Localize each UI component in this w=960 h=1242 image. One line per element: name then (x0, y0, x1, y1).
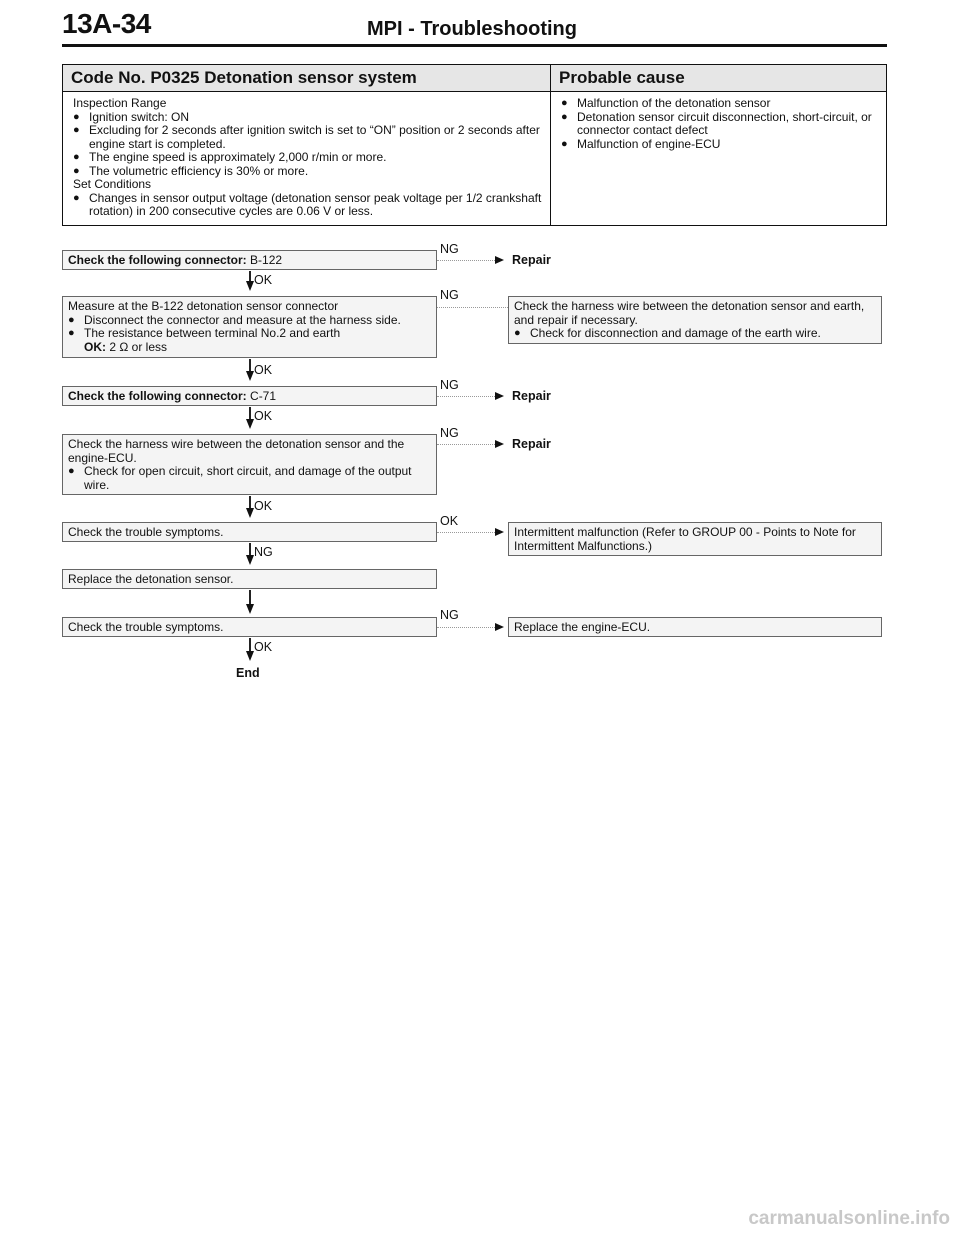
flow-line (249, 359, 251, 371)
step-intermittent-malfunction (508, 522, 882, 556)
causes-cell (551, 92, 887, 226)
list-item: ● Ignition switch: ON (73, 111, 542, 125)
arrow-down (246, 371, 254, 381)
page-number: 13A-34 (62, 8, 151, 39)
repair-label: Repair (512, 253, 551, 267)
code-header: Code No. P0325 Detonation sensor system (63, 65, 551, 92)
list-item: ● Changes in sensor output voltage (detonation sensor peak voltage per 1/2 crankshaft rotation) in 200 consecutive cycles are 0.06 V or less. (73, 192, 542, 219)
list-item: ● Excluding for 2 seconds after ignition switch is set to “ON” position or 2 seconds after engine start is completed. (73, 124, 542, 151)
repair-label: Repair (512, 389, 551, 403)
list-item: ● The volumetric efficiency is 30% or more. (73, 165, 542, 179)
ok-label: OK (254, 273, 273, 287)
flow-line (249, 271, 251, 281)
inspection-range-label: Inspection Range (73, 96, 167, 110)
arrow-down (246, 419, 254, 429)
connector-line (437, 260, 495, 261)
set-conditions-list (73, 192, 542, 219)
list-item: ● Check for disconnection and damage of the earth wire. (514, 327, 876, 341)
ok-criterion-value: 2 Ω or less (106, 339, 167, 354)
step-check-harness-ecu (62, 434, 437, 495)
arrow-right (495, 256, 504, 264)
end-label: End (236, 666, 260, 680)
ok-label: OK (254, 363, 273, 377)
step-text: Measure at the B-122 detonation sensor connector (68, 299, 339, 313)
step-check-earth-wire (508, 296, 882, 344)
connector-line (437, 396, 495, 397)
list-item: ● Check for open circuit, short circuit, and damage of the output wire. (68, 465, 431, 492)
step-text: Intermittent malfunction (Refer to GROUP 00 - Points to Note for Intermittent Malfunctions.) (514, 525, 856, 553)
conditions-cell (63, 92, 551, 226)
causes-list (561, 97, 878, 151)
arrow-right (495, 623, 504, 631)
step-replace-ecu (508, 617, 882, 637)
ok-criterion-label: OK: (84, 339, 106, 354)
list-item: ● Disconnect the connector and measure at the harness side. (68, 314, 431, 328)
probable-cause-header: Probable cause (551, 65, 887, 92)
ok-label: OK (254, 640, 273, 654)
arrow-right (495, 440, 504, 448)
ok-label: OK (254, 499, 273, 513)
step-text: Check the trouble symptoms. (68, 620, 224, 634)
ng-label: NG (440, 378, 459, 392)
step-text: C-71 (246, 389, 277, 403)
flow-line (249, 543, 251, 555)
arrow-right (495, 392, 504, 400)
connector-line (437, 627, 495, 628)
flow-line (249, 638, 251, 651)
step-text: Check the harness wire between the detonation sensor and the engine-ECU. (68, 437, 405, 465)
step-label: Check the following connector: (68, 253, 247, 267)
ng-label: NG (440, 288, 459, 302)
list-item: ● Malfunction of the detonation sensor (561, 97, 878, 111)
ng-label: NG (440, 426, 459, 440)
connector-line (437, 307, 508, 308)
step-text: Check the harness wire between the detonation sensor and earth, and repair if necessary. (514, 299, 865, 327)
arrow-down (246, 604, 254, 614)
list-item: ● Detonation sensor circuit disconnection, short-circuit, or connector contact defect (561, 111, 878, 138)
list-item: ● The resistance between terminal No.2 and earth (68, 327, 431, 341)
ok-label: OK (254, 409, 273, 423)
step-check-connector-c71 (62, 386, 437, 406)
step-replace-sensor (62, 569, 437, 589)
set-conditions-label: Set Conditions (73, 177, 152, 191)
inspection-list (73, 111, 542, 179)
flow-line (249, 407, 251, 419)
code-table (62, 64, 887, 226)
step-measure-resistance (62, 296, 437, 358)
page-title: MPI - Troubleshooting (367, 18, 577, 40)
step-text: B-122 (246, 253, 283, 267)
step-bullets (514, 327, 876, 341)
step-label: Check the following connector: (68, 389, 247, 403)
arrow-down (246, 281, 254, 291)
step-check-trouble-symptoms-2 (62, 617, 437, 637)
flow-line (249, 496, 251, 508)
step-text: Replace the detonation sensor. (68, 572, 234, 586)
connector-line (437, 532, 495, 533)
watermark: carmanualsonline.info (748, 1208, 950, 1229)
ok-label: OK (440, 514, 459, 528)
arrow-right (495, 528, 504, 536)
step-bullets (68, 465, 431, 492)
arrow-down (246, 651, 254, 661)
repair-label: Repair (512, 437, 551, 451)
step-text: Replace the engine-ECU. (514, 620, 651, 634)
ng-label: NG (440, 608, 459, 622)
arrow-down (246, 508, 254, 518)
flow-line (249, 590, 251, 604)
list-item: ● The engine speed is approximately 2,000 r/min or more. (73, 151, 542, 165)
ng-label: NG (440, 242, 459, 256)
arrow-down (246, 555, 254, 565)
step-check-trouble-symptoms (62, 522, 437, 542)
connector-line (437, 444, 495, 445)
step-text: Check the trouble symptoms. (68, 525, 224, 539)
ok-criterion (68, 341, 431, 355)
step-bullets (68, 314, 431, 341)
ng-label: NG (254, 545, 273, 559)
list-item: ● Malfunction of engine-ECU (561, 138, 878, 152)
header-rule (62, 44, 887, 47)
step-check-connector-b122 (62, 250, 437, 270)
